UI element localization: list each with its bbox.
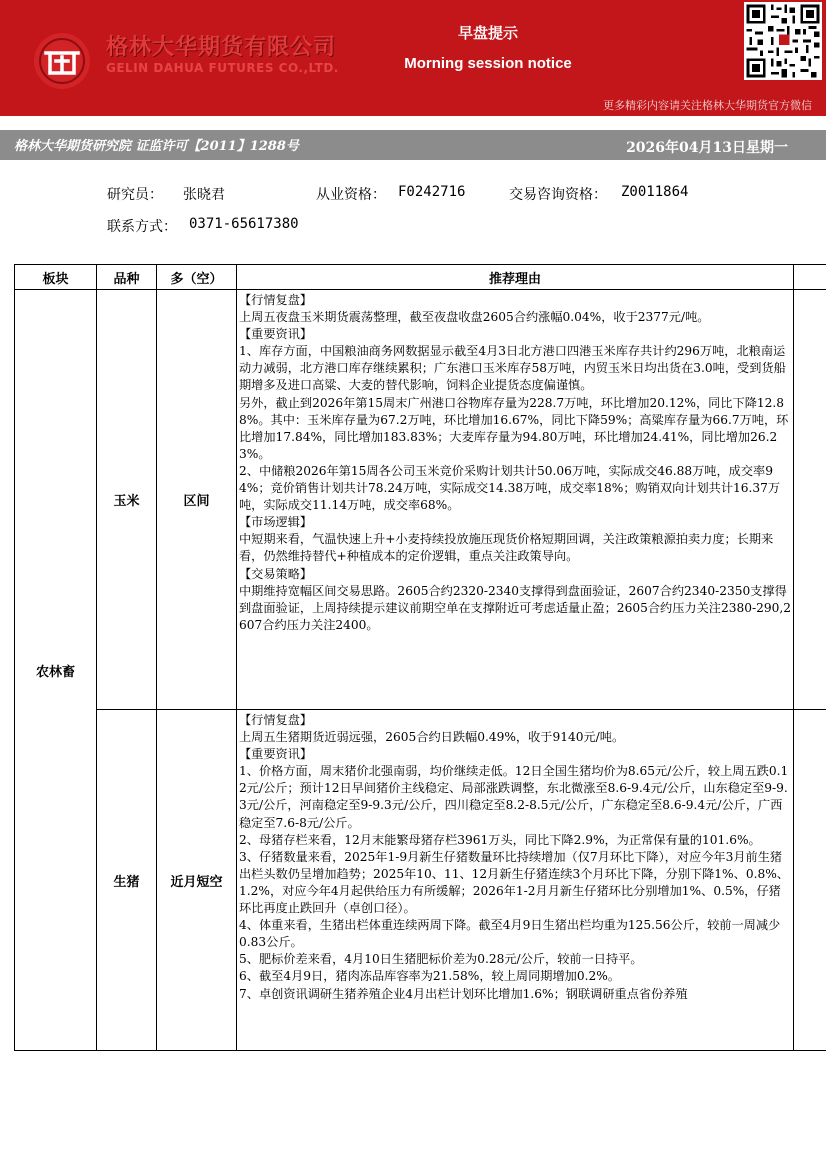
consult-number: Z0011864 bbox=[621, 184, 689, 200]
header-reason: 推荐理由 bbox=[237, 265, 794, 290]
report-title-en: Morning session notice bbox=[404, 55, 572, 72]
consult-label: 交易咨询资格： bbox=[509, 187, 607, 203]
reason-line: 4、体重来看，生猪出栏体重连续两周下降。截至4月9日生猪出栏均重为125.56公斤，较前一周减少0.83公斤。 bbox=[239, 918, 781, 950]
reason-line: 7、卓创资讯调研生猪养殖企业4月出栏计划环比增加1.6%；钢联调研重点省份养殖 bbox=[239, 986, 688, 1001]
contact-number: 0371-65617380 bbox=[189, 216, 299, 232]
header-variety: 品种 bbox=[97, 265, 157, 290]
reason-line: 上周五生猪期货近弱远强，2605合约日跌幅0.49%，收于9140元/吨。 bbox=[239, 730, 625, 745]
recommendation-table bbox=[14, 264, 826, 1051]
reason-line: 2、母猪存栏来看，12月末能繁母猪存栏3961万头，同比下降2.9%，为正常保有量的101.6%。 bbox=[239, 832, 761, 847]
reason-line: 6、截至4月9日，猪肉冻品库容率为21.58%，较上周同期增加0.2%。 bbox=[239, 969, 621, 984]
reason-line: 【重要资讯】 bbox=[239, 747, 313, 762]
reason-line: 3、仔猪数量来看，2025年1-9月新生仔猪数量环比持续增加（仅7月环比下降），对应今年3月前生猪出栏头数仍呈增加趋势；2025年10、11、12月新生仔猪连续3个月环比下降，分别下降1%、0.8%、1.2%，对应今年4月起供给压力有所缓解；2026年1-2月月新生仔猪环比分别增加1%、0.5%，仔猪环比再度止跌回升（卓创口径）。 bbox=[239, 849, 789, 916]
qr-code-icon bbox=[744, 2, 822, 80]
report-title-cn: 早盘提示 bbox=[457, 24, 518, 42]
qualification-number: F0242716 bbox=[398, 184, 466, 200]
researcher-name: 张晓君 bbox=[183, 187, 225, 203]
header-direction: 多（空） bbox=[157, 265, 237, 290]
header-sector: 板块 bbox=[15, 265, 97, 290]
qualification-label: 从业资格： bbox=[316, 187, 386, 203]
report-date: 2026年04月13日星期一 bbox=[626, 140, 788, 156]
direction-cell: 近月短空 bbox=[157, 710, 237, 1051]
variety-cell: 玉米 bbox=[97, 290, 157, 710]
researcher-label: 研究员： bbox=[107, 187, 163, 203]
company-name-en: GELIN DAHUA FUTURES CO.,LTD. bbox=[106, 61, 339, 75]
reason-line: 中期维持宽幅区间交易思路。2605合约2320-2340支撑得到盘面验证，2607合约2340-2350支撑得到盘面验证，上周持续提示建议前期空单在支撑附近可考虑适量止盈；2605合约压力关注2380-290,2607合约压力关注2400。 bbox=[239, 583, 791, 632]
reason-line: 1、库存方面，中国粮油商务网数据显示截至4月3日北方港口四港玉米库存共计约296万吨，北粮南运动力减弱，北方港口库存继续累积；广东港口玉米库存58万吨，内贸玉米日均出货在3.0吨，受到货船期增多及进口高粱、大麦的替代影响，饲料企业提货态度偏谨慎。 bbox=[239, 344, 786, 393]
reason-line: 【行情复盘】 bbox=[239, 293, 313, 307]
reason-line: 1、价格方面，周末猪价北强南弱，均价继续走低。12日全国生猪均价为8.65元/公斤，较上周五跌0.12元/公斤；预计12日早间猪价主线稳定、局部涨跌调整，东北微涨至8.6-9.4元/公斤，山东稳定至9-9.3元/公斤，河南稳定至9-9.3元/公斤，四川稳定至8.2-8.5元/公斤，广东稳定至8.6-9.4元/公斤，广西稳定至7.6-8元/公斤。 bbox=[239, 764, 789, 830]
reason-line: 【市场逻辑】 bbox=[239, 515, 313, 530]
table-header-row bbox=[15, 265, 826, 290]
reason-line: 【重要资讯】 bbox=[239, 327, 313, 342]
reason-line: 5、肥标价差来看，4月10日生猪肥标价差为0.28元/公斤，较前一日持平。 bbox=[239, 952, 643, 967]
reason-line: 上周五夜盘玉米期货震荡整理，截至夜盘收盘2605合约涨幅0.04%，收于2377元/吨。 bbox=[239, 310, 710, 325]
institute-license: 格林大华期货研究院 证监许可【2011】1288号 bbox=[14, 139, 299, 154]
reason-line: 【交易策略】 bbox=[239, 566, 313, 581]
reason-line: 2、中储粮2026年第15周各公司玉米竞价采购计划共计50.06万吨，实际成交46.88万吨，成交率94%；竞价销售计划共计78.24万吨，实际成交14.38万吨，成交率18%；购销双向计划共计16.37万吨，实际成交11.14万吨，成交率68%。 bbox=[239, 463, 781, 513]
reason-cell bbox=[237, 710, 794, 1051]
reason-line: 另外，截止到2026年第15周末广州港口谷物库存量为228.7万吨，环比增加20.12%，同比下降12.88%。其中：玉米库存量为67.2万吨，环比增加16.67%，同比下降59%；高粱库存量为66.7万吨，环比增加17.84%，同比增加183.83%；大麦库存量为94.80万吨，环比增加24.41%，同比增加26.23%。 bbox=[239, 395, 789, 461]
variety-cell: 生猪 bbox=[97, 710, 157, 1051]
company-name-cn: 格林大华期货有限公司 bbox=[106, 35, 337, 60]
extra-cell bbox=[794, 710, 826, 1051]
sector-cell: 农林畜 bbox=[15, 290, 97, 1051]
reason-line: 中短期来看，气温快速上升+小麦持续投放施压现货价格短期回调，关注政策粮源拍卖力度；长期来看，仍然维持替代+种植成本的定价逻辑，重点关注政策导向。 bbox=[239, 532, 774, 564]
wechat-follow-note: 更多精彩内容请关注格林大华期货官方微信 bbox=[603, 99, 812, 112]
table-row bbox=[15, 710, 826, 1051]
table-row bbox=[15, 290, 826, 710]
reason-line: 【行情复盘】 bbox=[239, 713, 313, 727]
header-extra bbox=[794, 265, 826, 290]
extra-cell bbox=[794, 290, 826, 710]
reason-cell bbox=[237, 290, 794, 710]
contact-label: 联系方式： bbox=[107, 219, 177, 235]
direction-cell: 区间 bbox=[157, 290, 237, 710]
